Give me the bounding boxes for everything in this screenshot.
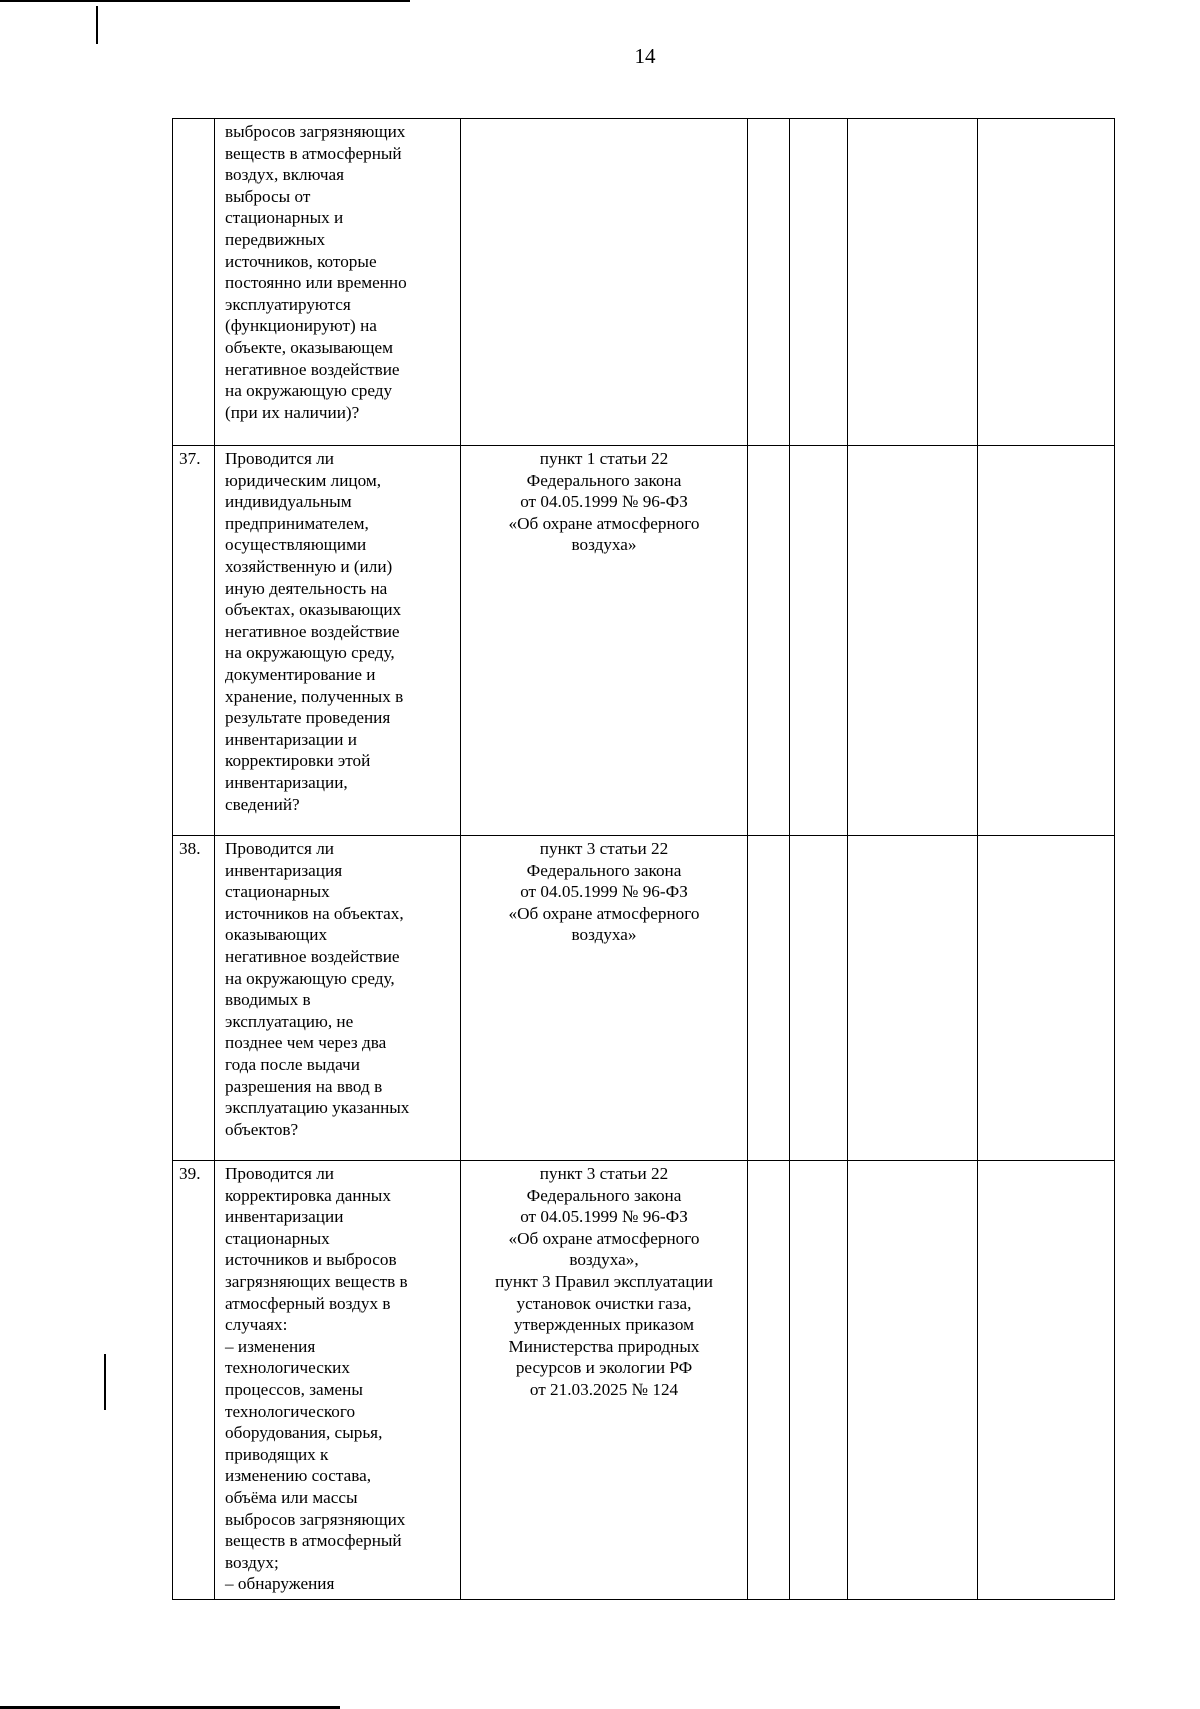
table-row [173,119,1115,446]
answer-yes-cell [748,446,790,836]
row-number: 37. [173,446,215,836]
note-cell [978,446,1115,836]
answer-yes-cell [748,119,790,446]
answer-na-cell [848,1161,978,1600]
note-cell [978,119,1115,446]
legal-reference [461,119,748,446]
answer-na-cell [848,119,978,446]
row-number [173,119,215,446]
answer-yes-cell [748,1161,790,1600]
checklist-table [172,118,1115,1600]
answer-no-cell [790,836,848,1161]
answer-no-cell [790,1161,848,1600]
scan-edge-left-top [96,6,98,44]
table-row [173,1161,1115,1600]
legal-reference: пункт 1 статьи 22 Федерального закона от 04.05.1999 № 96-ФЗ «Об охране атмосферного воздуха» [461,446,748,836]
answer-no-cell [790,446,848,836]
question-text: Проводится ли корректировка данных инвентаризации стационарных источников и выбросов загрязняющих веществ в атмосферный воздух в случаях: – изменения технологических процессов, замены технологического оборудования, сырья, приводящих к изменению состава, объёма или массы выбросов загрязняющих веществ в атмосферный воздух; – обнаружения [215,1161,461,1600]
question-text: Проводится ли юридическим лицом, индивидуальным предпринимателем, осуществляющими хозяйственную и (или) иную деятельность на объектах, оказывающих негативное воздействие на окружающую среду, документирование и хранение, полученных в результате проведения инвентаризации и корректировки этой инвентаризации, сведений? [215,446,461,836]
table-row [173,446,1115,836]
legal-reference: пункт 3 статьи 22 Федерального закона от 04.05.1999 № 96-ФЗ «Об охране атмосферного воздуха» [461,836,748,1161]
answer-na-cell [848,446,978,836]
note-cell [978,836,1115,1161]
legal-reference: пункт 3 статьи 22 Федерального закона от 04.05.1999 № 96-ФЗ «Об охране атмосферного воздуха», пункт 3 Правил эксплуатации установок очистки газа, утвержденных приказом Министерства природных ресурсов и экологии РФ от 21.03.2025 № 124 [461,1161,748,1600]
answer-yes-cell [748,836,790,1161]
scan-edge-top [0,0,410,2]
table-row [173,836,1115,1161]
scan-edge-left-bottom [104,1354,106,1410]
note-cell [978,1161,1115,1600]
row-number: 39. [173,1161,215,1600]
page-number: 14 [634,44,656,68]
row-number: 38. [173,836,215,1161]
question-text: Проводится ли инвентаризация стационарных источников на объектах, оказывающих негативное воздействие на окружающую среду, вводимых в эксплуатацию, не позднее чем через два года после выдачи разрешения на ввод в эксплуатацию указанных объектов? [215,836,461,1161]
question-text: выбросов загрязняющих веществ в атмосферный воздух, включая выбросы от стационарных и передвижных источников, которые постоянно или временно эксплуатируются (функционируют) на объекте, оказывающем негативное воздействие на окружающую среду (при их наличии)? [215,119,461,446]
answer-no-cell [790,119,848,446]
answer-na-cell [848,836,978,1161]
